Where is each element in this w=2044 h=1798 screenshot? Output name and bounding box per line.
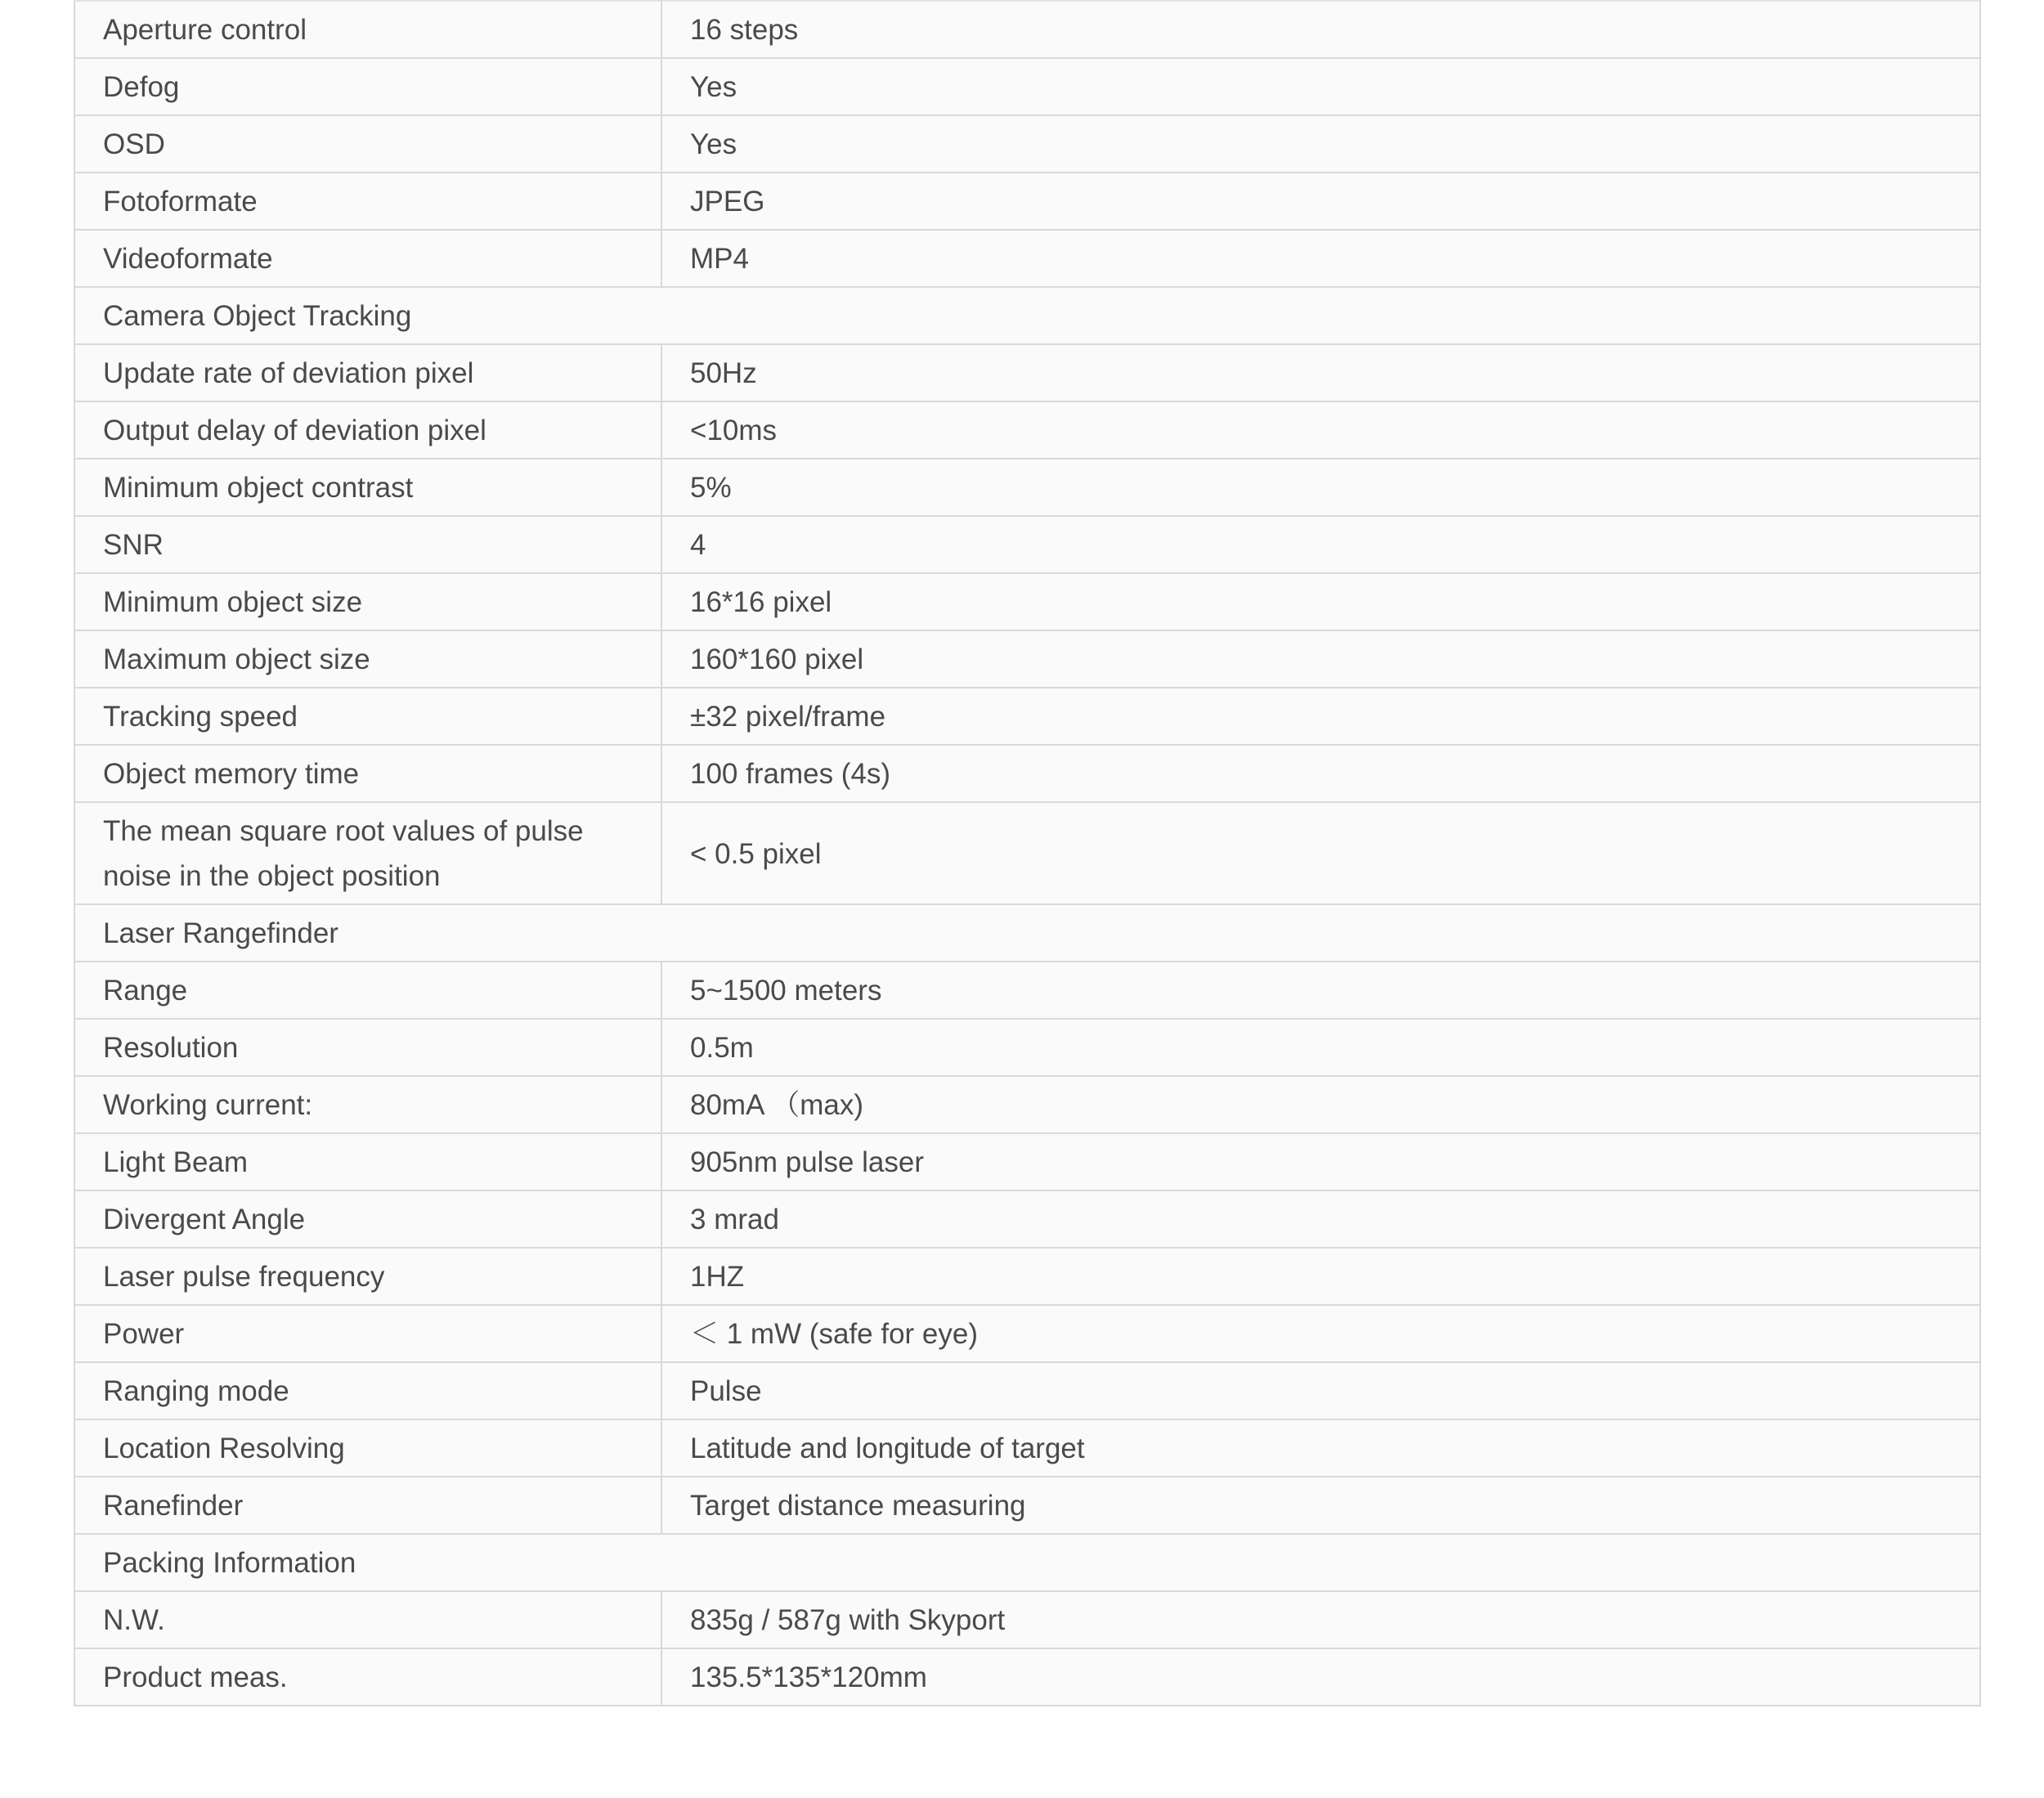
spec-value: 0.5m — [661, 1019, 1980, 1076]
spec-label: OSD — [74, 115, 661, 173]
spec-row — [74, 1076, 1980, 1133]
spec-value: 835g / 587g with Skyport — [661, 1591, 1980, 1648]
spec-value: 3 mrad — [661, 1190, 1980, 1248]
spec-label: Maximum object size — [74, 630, 661, 688]
spec-table — [74, 0, 1981, 1706]
spec-row — [74, 459, 1980, 516]
spec-row — [74, 516, 1980, 573]
spec-label: Laser pulse frequency — [74, 1248, 661, 1305]
spec-row — [74, 230, 1980, 287]
spec-label: N.W. — [74, 1591, 661, 1648]
spec-label: Range — [74, 962, 661, 1019]
spec-row — [74, 1419, 1980, 1477]
spec-label: Object memory time — [74, 745, 661, 802]
spec-row — [74, 573, 1980, 630]
spec-label: Aperture control — [74, 1, 661, 58]
spec-value: 16 steps — [661, 1, 1980, 58]
spec-row — [74, 344, 1980, 401]
spec-label: Resolution — [74, 1019, 661, 1076]
spec-value: < 0.5 pixel — [661, 802, 1980, 904]
spec-label: Fotoformate — [74, 173, 661, 230]
spec-label: Power — [74, 1305, 661, 1362]
spec-value: 100 frames (4s) — [661, 745, 1980, 802]
spec-label: SNR — [74, 516, 661, 573]
spec-label: Ranefinder — [74, 1477, 661, 1534]
spec-row — [74, 745, 1980, 802]
spec-row — [74, 1648, 1980, 1706]
spec-row — [74, 962, 1980, 1019]
spec-label: Product meas. — [74, 1648, 661, 1706]
spec-label: Update rate of deviation pixel — [74, 344, 661, 401]
spec-row — [74, 1591, 1980, 1648]
spec-value: 5% — [661, 459, 1980, 516]
spec-row — [74, 1248, 1980, 1305]
section-header-row — [74, 1534, 1980, 1591]
spec-row — [74, 1305, 1980, 1362]
spec-value: Latitude and longitude of target — [661, 1419, 1980, 1477]
spec-row — [74, 688, 1980, 745]
spec-row — [74, 802, 1980, 904]
spec-label: Videoformate — [74, 230, 661, 287]
spec-row — [74, 1133, 1980, 1190]
spec-row — [74, 1, 1980, 58]
spec-label: Light Beam — [74, 1133, 661, 1190]
spec-value: 16*16 pixel — [661, 573, 1980, 630]
spec-value: 4 — [661, 516, 1980, 573]
spec-row — [74, 173, 1980, 230]
spec-label: Location Resolving — [74, 1419, 661, 1477]
spec-value: 905nm pulse laser — [661, 1133, 1980, 1190]
spec-row — [74, 58, 1980, 115]
spec-label: Tracking speed — [74, 688, 661, 745]
spec-value: 5~1500 meters — [661, 962, 1980, 1019]
spec-value: Yes — [661, 115, 1980, 173]
spec-row — [74, 1362, 1980, 1419]
spec-label: Minimum object contrast — [74, 459, 661, 516]
spec-row — [74, 401, 1980, 459]
spec-value: 50Hz — [661, 344, 1980, 401]
section-header: Packing Information — [74, 1534, 1980, 1591]
spec-label: The mean square root values of pulse noise in the object position — [74, 802, 661, 904]
spec-label: Ranging mode — [74, 1362, 661, 1419]
spec-row — [74, 630, 1980, 688]
spec-value: ＜ 1 mW (safe for eye) — [661, 1305, 1980, 1362]
spec-value: MP4 — [661, 230, 1980, 287]
spec-value: 1HZ — [661, 1248, 1980, 1305]
section-header: Laser Rangefinder — [74, 904, 1980, 962]
spec-label: Minimum object size — [74, 573, 661, 630]
spec-value: Pulse — [661, 1362, 1980, 1419]
spec-value: 135.5*135*120mm — [661, 1648, 1980, 1706]
spec-value: 80mA （max) — [661, 1076, 1980, 1133]
spec-label: Divergent Angle — [74, 1190, 661, 1248]
spec-label: Output delay of deviation pixel — [74, 401, 661, 459]
spec-row — [74, 1477, 1980, 1534]
spec-value: 160*160 pixel — [661, 630, 1980, 688]
spec-value: <10ms — [661, 401, 1980, 459]
spec-row — [74, 1019, 1980, 1076]
spec-table-body — [74, 1, 1980, 1706]
spec-row — [74, 1190, 1980, 1248]
spec-label: Defog — [74, 58, 661, 115]
spec-value: ±32 pixel/frame — [661, 688, 1980, 745]
section-header-row — [74, 287, 1980, 344]
spec-value: JPEG — [661, 173, 1980, 230]
spec-label: Working current: — [74, 1076, 661, 1133]
section-header: Camera Object Tracking — [74, 287, 1980, 344]
section-header-row — [74, 904, 1980, 962]
spec-value: Target distance measuring — [661, 1477, 1980, 1534]
spec-value: Yes — [661, 58, 1980, 115]
spec-row — [74, 115, 1980, 173]
